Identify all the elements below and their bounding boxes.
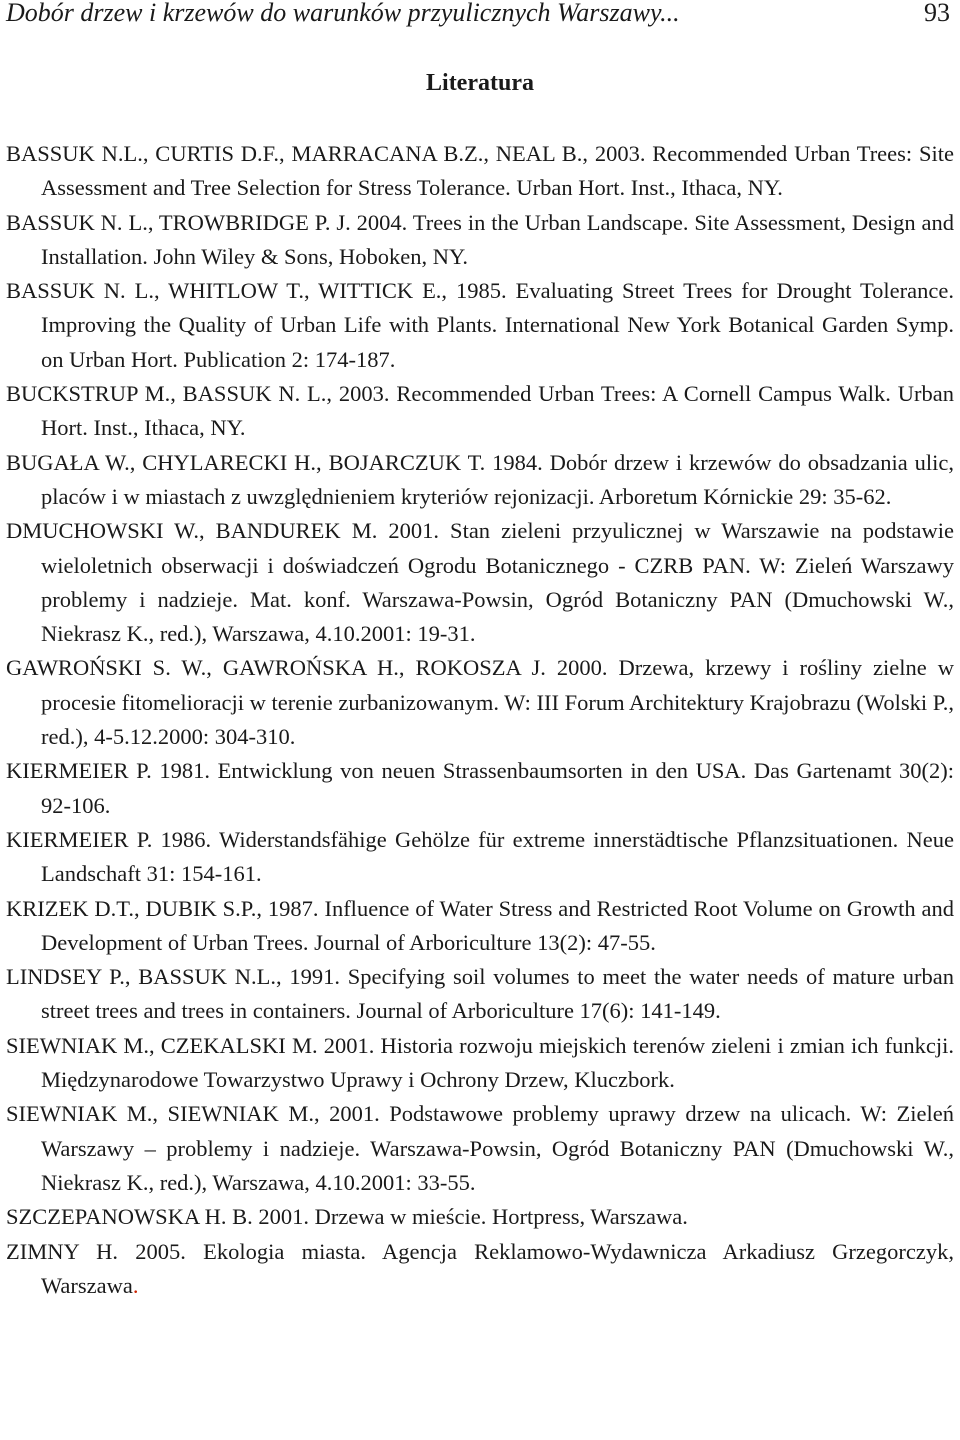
reference-entry: KIERMEIER P. 1986. Widerstandsfähige Gehölze für extreme innerstädtische Pflanzsituationen. Neue Landschaft 31: 154-161.	[6, 826, 954, 887]
reference-entry: BASSUK N. L., TROWBRIDGE P. J. 2004. Trees in the Urban Landscape. Site Assessment, Design and Installation. John Wiley & Sons, Hoboken, NY.	[6, 209, 954, 269]
reference-entry: GAWROŃSKI S. W., GAWROŃSKA H., ROKOSZA J. 2000. Drzewa, krzewy i rośliny zielne w procesie fitomelioracji w terenie zurbanizowanym. W: III Forum Architektury Krajobrazu (Wolski P., red.), 4-5.12.2000: 304-310.	[6, 655, 954, 750]
reference-entry: SIEWNIAK M., SIEWNIAK M., 2001. Podstawowe problemy uprawy drzew na ulicach. W: Zieleń Warszawy – problemy i nadzieje. Warszawa-Powsin, Ogród Botaniczny PAN (Dmuchowski W., Niekrasz K., red.), Warszawa, 4.10.2001: 33-55.	[6, 1101, 954, 1195]
reference-entry-last	[6, 1235, 954, 1304]
reference-entry: SZCZEPANOWSKA H. B. 2001. Drzewa w mieście. Hortpress, Warszawa.	[6, 1204, 688, 1230]
reference-entry: DMUCHOWSKI W., BANDUREK M. 2001. Stan zieleni przyulicznej w Warszawie na podstawie wieloletnich obserwacji i doświadczeń Ogrodu Botanicznego - CZRB PAN. W: Zieleń Warszawy problemy i nadzieje. Mat. konf. Warszawa-Powsin, Ogród Botaniczny PAN (Dmuchowski W., Niekrasz K., red.), Warszawa, 4.10.2001: 19-31.	[6, 518, 954, 647]
reference-entry: BASSUK N. L., WHITLOW T., WITTICK E., 1985. Evaluating Street Trees for Drought Tolerance. Improving the Quality of Urban Life with Plants. International New York Botanical Garden Symp. on Urban Hort. Publication 2: 174-187.	[6, 278, 954, 372]
running-header	[6, 0, 954, 30]
reference-entry: KIERMEIER P. 1981. Entwicklung von neuen Strassenbaumsorten in den USA. Das Gartenamt 30(2): 92-106.	[6, 758, 954, 818]
reference-list	[6, 137, 954, 1303]
reference-entry: BUCKSTRUP M., BASSUK N. L., 2003. Recommended Urban Trees: A Cornell Campus Walk. Urban Hort. Inst., Ithaca, NY.	[6, 381, 954, 441]
page-number: 93	[924, 0, 950, 27]
reference-entry: BUGAŁA W., CHYLARECKI H., BOJARCZUK T. 1984. Dobór drzew i krzewów do obsadzania ulic, placów i w miastach z uwzględnieniem kryteriów rejonizacji. Arboretum Kórnickie 29: 35-62.	[6, 449, 954, 509]
reference-entry: KRIZEK D.T., DUBIK S.P., 1987. Influence of Water Stress and Restricted Root Volume on Growth and Development of Urban Trees. Journal of Arboriculture 13(2): 47-55.	[6, 895, 954, 955]
reference-entry-text: ZIMNY H. 2005. Ekologia miasta. Agencja Reklamowo-Wydawnicza Arkadiusz Grzegorczyk, Warszawa	[6, 1238, 954, 1298]
reference-entry: BASSUK N.L., CURTIS D.F., MARRACANA B.Z., NEAL B., 2003. Recommended Urban Trees: Site Assessment and Tree Selection for Stress Tolerance. Urban Hort. Inst., Ithaca, NY.	[6, 141, 954, 201]
running-title: Dobór drzew i krzewów do warunków przyulicznych Warszawy...	[6, 0, 680, 27]
reference-entry: LINDSEY P., BASSUK N.L., 1991. Specifying soil volumes to meet the water needs of mature urban street trees and trees in containers. Journal of Arboriculture 17(6): 141-149.	[6, 964, 954, 1024]
section-title: Literatura	[426, 70, 534, 96]
reference-entry: SIEWNIAK M., CZEKALSKI M. 2001. Historia rozwoju miejskich terenów zieleni i zmian ich funkcji. Międzynarodowe Towarzystwo Uprawy i Ochrony Drzew, Kluczbork.	[6, 1032, 954, 1093]
final-period: .	[132, 1272, 139, 1298]
